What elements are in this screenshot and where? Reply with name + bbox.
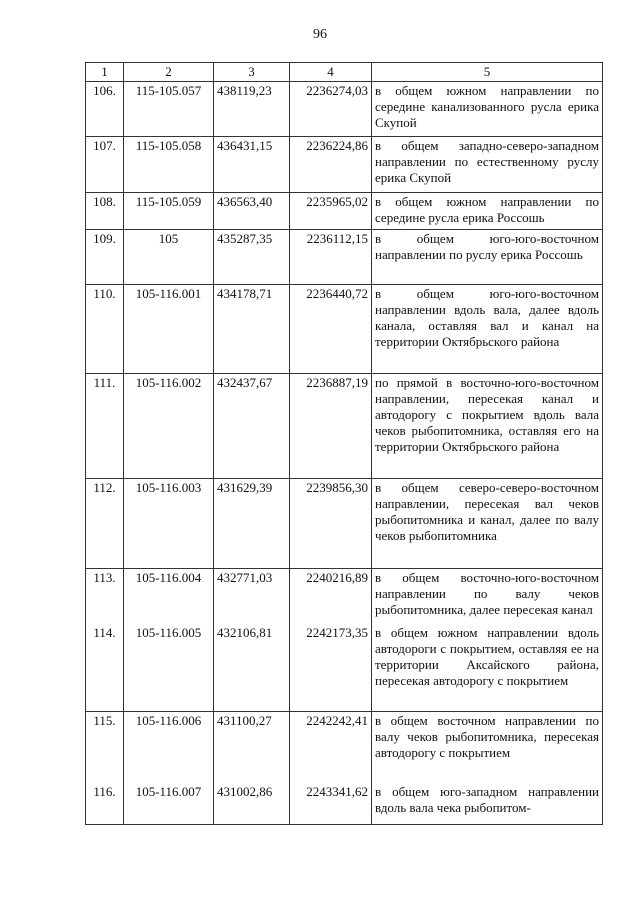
point-id: 115-105.058: [124, 137, 214, 193]
row-number: 115.: [86, 712, 124, 784]
header-col-2: 2: [124, 63, 214, 82]
coordinate-y: 2236224,86: [290, 137, 372, 193]
coordinate-y: 2236112,15: [290, 230, 372, 285]
table-row: [86, 712, 603, 784]
coordinate-x: 432771,03: [214, 569, 290, 625]
row-number: 106.: [86, 82, 124, 137]
row-number: 107.: [86, 137, 124, 193]
table-row: [86, 624, 603, 712]
table-row: [86, 137, 603, 193]
row-number: 111.: [86, 374, 124, 479]
table-row: [86, 783, 603, 825]
point-id: 115-105.057: [124, 82, 214, 137]
coordinate-y: 2242173,35: [290, 624, 372, 712]
coordinate-x: 431629,39: [214, 479, 290, 569]
coordinate-y: 2235965,02: [290, 193, 372, 230]
header-col-5: 5: [372, 63, 603, 82]
header-col-4: 4: [290, 63, 372, 82]
row-number: 114.: [86, 624, 124, 712]
boundary-description: в общем южном направлении по середине канализованного русла ерика Скупой: [372, 82, 603, 137]
point-id: 105-116.003: [124, 479, 214, 569]
coordinate-y: 2236274,03: [290, 82, 372, 137]
table-row: [86, 479, 603, 569]
boundary-description: в общем южном направлении по середине русла ерика Россошь: [372, 193, 603, 230]
coordinate-x: 431002,86: [214, 783, 290, 825]
header-col-3: 3: [214, 63, 290, 82]
point-id: 105: [124, 230, 214, 285]
table-header-row: [86, 63, 603, 82]
coordinate-y: 2240216,89: [290, 569, 372, 625]
row-number: 109.: [86, 230, 124, 285]
point-id: 105-116.005: [124, 624, 214, 712]
table-row: [86, 374, 603, 479]
boundary-description: в общем западно-северо-западном направлении по естественному руслу ерика Скупой: [372, 137, 603, 193]
row-number: 110.: [86, 285, 124, 374]
coordinate-x: 436563,40: [214, 193, 290, 230]
coordinate-x: 431100,27: [214, 712, 290, 784]
point-id: 105-116.004: [124, 569, 214, 625]
boundary-description: в общем юго-юго-восточном направлении вдоль вала, далее вдоль канала, оставляя вал и канал на территории Октябрьского района: [372, 285, 603, 374]
coordinate-x: 435287,35: [214, 230, 290, 285]
page-number: 96: [313, 27, 327, 42]
coordinate-x: 438119,23: [214, 82, 290, 137]
coordinate-y: 2243341,62: [290, 783, 372, 825]
boundary-description: в общем юго-юго-восточном направлении по руслу ерика Россошь: [372, 230, 603, 285]
boundary-description: в общем юго-западном направлении вдоль вала чека рыбопитом-: [372, 783, 603, 825]
boundary-points-table: [85, 62, 603, 825]
table-row: [86, 569, 603, 625]
table-row: [86, 193, 603, 230]
row-number: 108.: [86, 193, 124, 230]
table-row: [86, 82, 603, 137]
boundary-description: в общем южном направлении вдоль автодороги с покрытием, оставляя ее на территории Аксайского района, пересекая автодорогу с покрытием: [372, 624, 603, 712]
coordinate-x: 432437,67: [214, 374, 290, 479]
coordinate-x: 436431,15: [214, 137, 290, 193]
coordinate-x: 432106,81: [214, 624, 290, 712]
coordinate-y: 2236887,19: [290, 374, 372, 479]
point-id: 105-116.002: [124, 374, 214, 479]
point-id: 105-116.007: [124, 783, 214, 825]
header-col-1: 1: [86, 63, 124, 82]
boundary-description: в общем восточно-юго-восточном направлении по валу чеков рыбопитомника, далее пересекая канал: [372, 569, 603, 625]
coordinate-x: 434178,71: [214, 285, 290, 374]
table-row: [86, 285, 603, 374]
boundary-description: в общем северо-северо-восточном направлении, пересекая вал чеков рыбопитомника и канал, далее по валу чеков рыбопитомника: [372, 479, 603, 569]
boundary-description: по прямой в восточно-юго-восточном направлении, пересекая канал и автодорогу с покрытием вдоль вала чеков рыбопитомника, оставляя его на территории Октябрьского района: [372, 374, 603, 479]
table-row: [86, 230, 603, 285]
coordinate-y: 2242242,41: [290, 712, 372, 784]
row-number: 113.: [86, 569, 124, 625]
row-number: 112.: [86, 479, 124, 569]
coordinate-y: 2239856,30: [290, 479, 372, 569]
boundary-description: в общем восточном направлении по валу чеков рыбопитомника, пересекая автодорогу с покрытием: [372, 712, 603, 784]
row-number: 116.: [86, 783, 124, 825]
point-id: 105-116.006: [124, 712, 214, 784]
coordinate-y: 2236440,72: [290, 285, 372, 374]
point-id: 105-116.001: [124, 285, 214, 374]
point-id: 115-105.059: [124, 193, 214, 230]
